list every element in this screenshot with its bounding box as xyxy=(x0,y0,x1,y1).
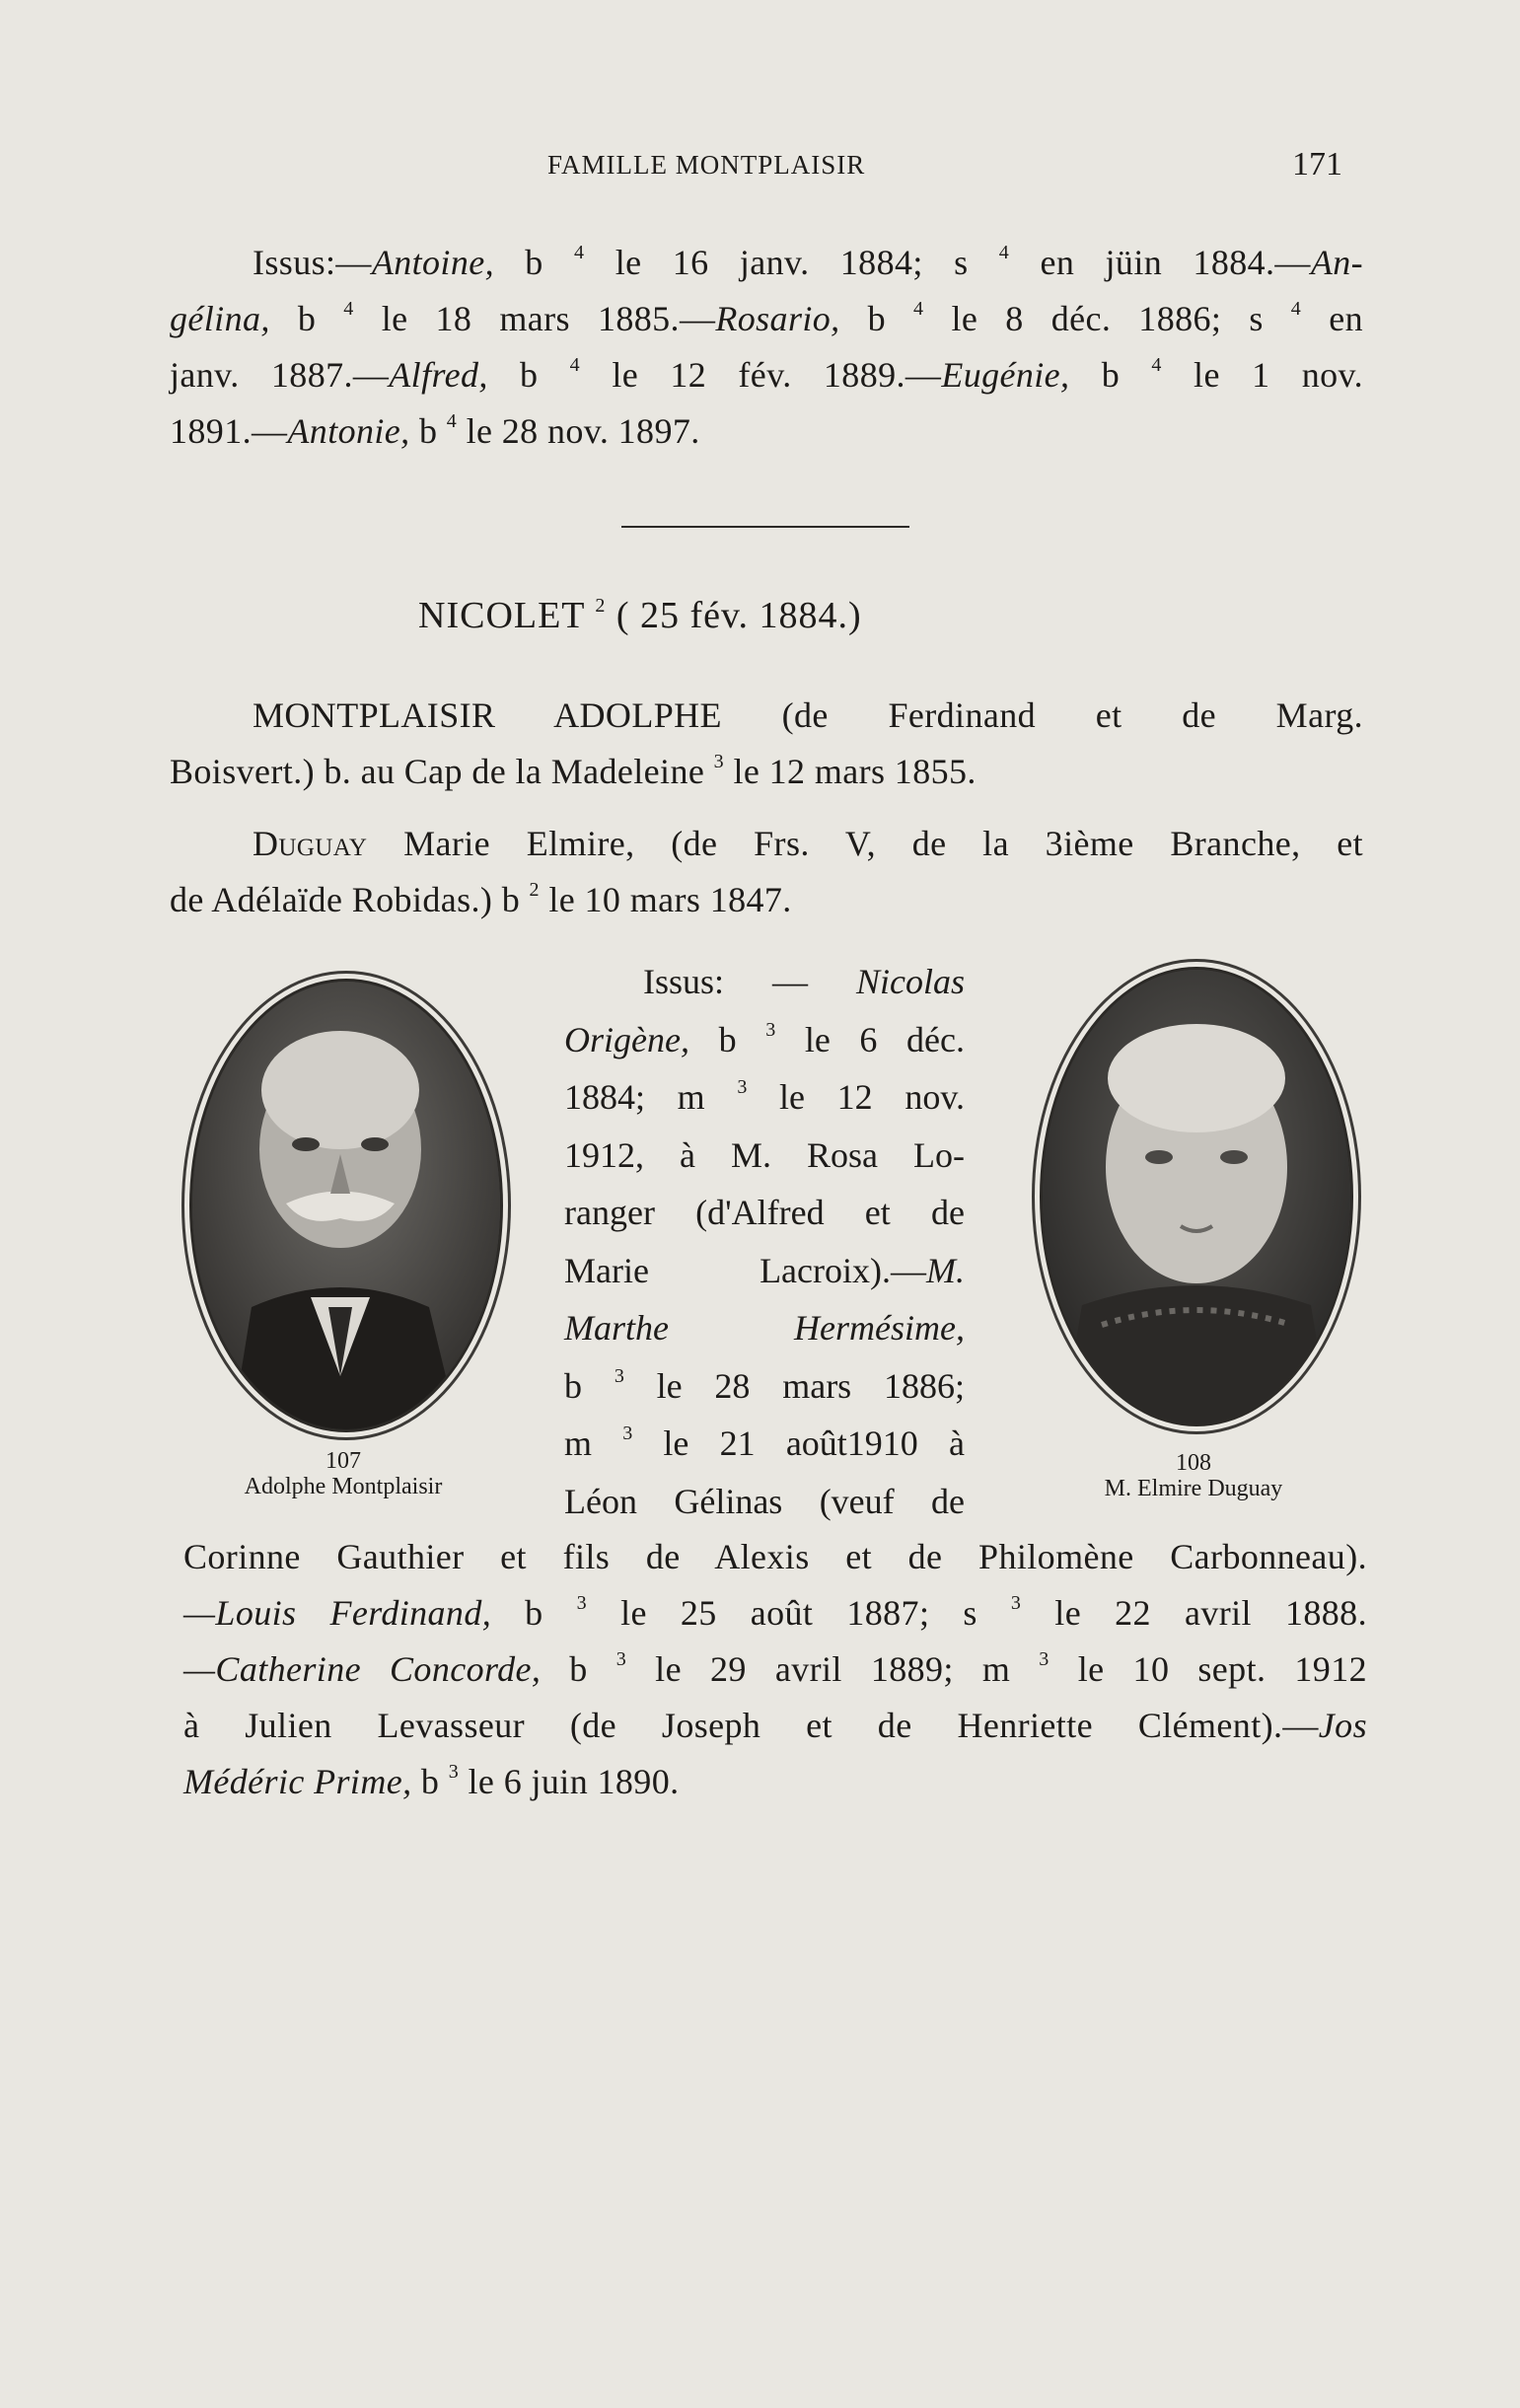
figure-number: 108 xyxy=(1176,1450,1211,1476)
text-line: m $^3$ le 21 août1910 à xyxy=(564,1423,965,1463)
text-line: ranger (d'Alfred et de xyxy=(564,1193,965,1232)
text-line: 1912, à M. Rosa Lo- xyxy=(564,1134,965,1175)
issus-column-text xyxy=(564,953,965,1530)
figure-caption: M. Elmire Duguay xyxy=(1104,1476,1283,1501)
text-line: à Julien Levasseur (de Joseph et de Henriette Clément).—Jos xyxy=(183,1706,1367,1745)
text-line: Marthe Hermésime, xyxy=(564,1308,965,1348)
issus-paragraph-1-cont xyxy=(170,291,1363,460)
montplaisir-adolphe-paragraph xyxy=(170,688,1363,800)
section-divider xyxy=(621,526,909,528)
text-line: MONTPLAISIR ADOLPHE (de Ferdinand et de Marg. xyxy=(253,695,1363,735)
text-line: gélina, b $^4$ le 18 mars 1885.—Rosario, b $^4$ le 8 déc. 1886; s $^4$ en xyxy=(170,298,1363,338)
portrait-caption-right xyxy=(1040,1450,1347,1501)
figure-number: 107 xyxy=(326,1448,361,1474)
text-line: Corinne Gauthier et fils de Alexis et de Philomène Carbonneau). xyxy=(183,1537,1367,1576)
text-line: 1891.—Antonie, b $^4$ le 28 nov. 1897. xyxy=(170,410,700,451)
portrait-caption-left xyxy=(189,1448,497,1499)
text-line: janv. 1887.—Alfred, b $^4$ le 12 fév. 1889.—Eugénie, b $^4$ le 1 nov. xyxy=(170,354,1364,395)
page-number: 171 xyxy=(1292,146,1342,182)
portrait-elmire-duguay xyxy=(1040,967,1353,1426)
text-line: Léon Gélinas (veuf de xyxy=(564,1481,965,1521)
small-caps-name: Duguay xyxy=(253,824,368,863)
section-heading: NICOLET $^2$ ( 25 fév. 1884.) xyxy=(418,595,862,636)
running-title: FAMILLE MONTPLAISIR xyxy=(547,150,866,180)
text-line: Médéric Prime, b $^3$ le 6 juin 1890. xyxy=(183,1761,680,1801)
issus-continuation-paragraph xyxy=(183,1529,1367,1810)
text-line: Issus:—Antoine, b $^4$ le 16 janv. 1884; s $^4$ en jüin 1884.—An- xyxy=(253,242,1364,282)
figure-caption: Adolphe Montplaisir xyxy=(244,1474,443,1499)
duguay-paragraph xyxy=(170,816,1363,928)
text-line: de Adélaïde Robidas.) b $^2$ le 10 mars 1847. xyxy=(170,879,792,919)
text-line: Boisvert.) b. au Cap de la Madeleine $^3$ le 12 mars 1855. xyxy=(170,751,977,791)
portrait-adolphe-montplaisir xyxy=(189,979,503,1432)
text-line: Origène, b $^3$ le 6 déc. xyxy=(564,1018,966,1059)
issus-paragraph-1 xyxy=(170,235,1363,291)
text-line: —Louis Ferdinand, b $^3$ le 25 août 1887; s $^3$ le 22 avril 1888. xyxy=(183,1592,1367,1633)
page-header xyxy=(0,146,1520,185)
text-line: Issus: — Nicolas xyxy=(643,962,965,1001)
text-line: b $^3$ le 28 mars 1886; xyxy=(564,1364,965,1406)
text-line: Duguay Marie Elmire, (de Frs. V, de la 3ième Branche, et xyxy=(253,824,1363,863)
text-line: —Catherine Concorde, b $^3$ le 29 avril 1889; m $^3$ le 10 sept. 1912 xyxy=(183,1648,1367,1689)
text-line: 1884; m $^3$ le 12 nov. xyxy=(564,1076,965,1117)
text-line: Marie Lacroix).—M. xyxy=(564,1250,965,1290)
